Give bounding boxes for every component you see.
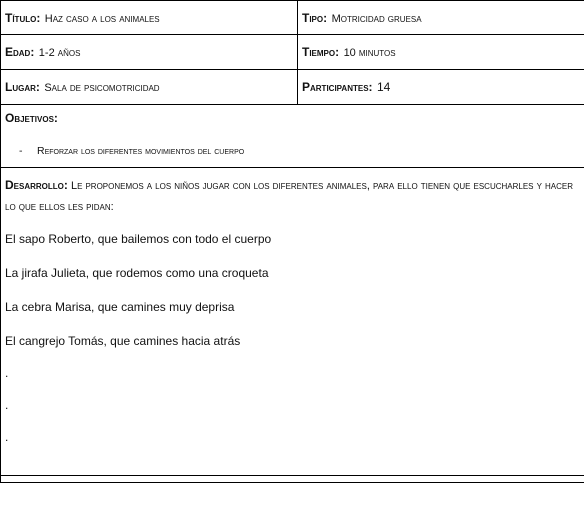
tipo-cell: [298, 1, 584, 35]
edad-cell: [1, 35, 298, 70]
titulo-cell: [1, 1, 298, 35]
desarrollo-line-4: El cangrejo Tomás, que camines hacia atrás: [5, 334, 241, 348]
objetivos-label: Objetivos:: [5, 111, 58, 125]
desarrollo-intro: Le proponemos a los niños jugar con los diferentes animales, para ello tienen que escucharles y hacer lo que ellos les pidan:: [5, 180, 573, 213]
titulo-value: Haz caso a los animales: [44, 12, 160, 25]
desarrollo-label: Desarrollo:: [5, 178, 68, 192]
desarrollo-dot-3: .: [5, 430, 9, 444]
desarrollo-line-3: La cebra Marisa, que camines muy deprisa: [5, 300, 235, 314]
tiempo-cell: [298, 35, 584, 70]
participantes-cell: [298, 70, 584, 105]
row-objetivos: [1, 105, 584, 168]
objetivo-bullet: -: [19, 145, 23, 157]
participantes-value: 14: [376, 80, 391, 94]
desarrollo-line-1: El sapo Roberto, que bailemos con todo el cuerpo: [5, 232, 272, 246]
edad-label: Edad:: [5, 45, 35, 59]
participantes-label: Participantes:: [302, 80, 373, 94]
desarrollo-dot-1: .: [5, 366, 9, 380]
objetivos-cell: [1, 105, 584, 168]
lugar-value: Sala de psicomotricidad: [44, 82, 160, 94]
bottom-cell: [1, 476, 584, 483]
tiempo-label: Tiempo:: [302, 45, 340, 59]
desarrollo-line-2: La jirafa Julieta, que rodemos como una croqueta: [5, 266, 269, 280]
row-edad-tiempo: [1, 35, 584, 70]
tipo-label: Tipo:: [302, 10, 328, 25]
objetivo-item: [5, 145, 580, 157]
titulo-label: Título:: [5, 10, 41, 25]
desarrollo-dot-2: .: [5, 398, 9, 412]
desarrollo-heading: [5, 175, 580, 218]
lugar-label: Lugar:: [5, 80, 40, 94]
row-lugar-participantes: [1, 70, 584, 105]
tiempo-value: 10 minutos: [343, 47, 396, 59]
row-bottom: [1, 476, 584, 483]
desarrollo-cell: [1, 168, 584, 476]
edad-value: 1-2 años: [38, 47, 81, 59]
lugar-cell: [1, 70, 298, 105]
row-titulo-tipo: [1, 1, 584, 35]
row-desarrollo: [1, 168, 584, 476]
objetivo-text: Reforzar los diferentes movimientos del cuerpo: [37, 145, 245, 157]
tipo-value: Motricidad gruesa: [331, 12, 422, 25]
